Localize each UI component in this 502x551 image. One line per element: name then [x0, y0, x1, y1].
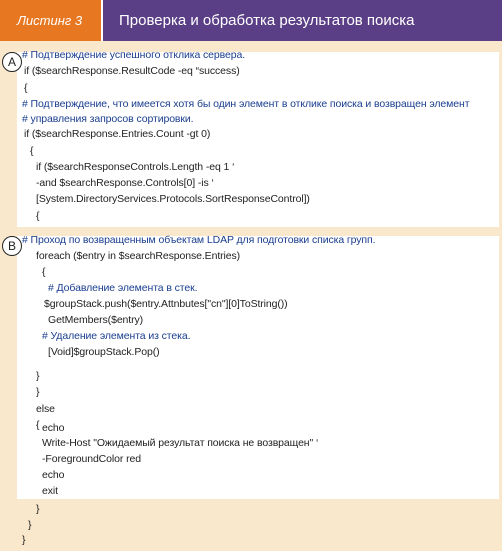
code-line: foreach ($entry in $searchResponse.Entries) [36, 250, 241, 262]
code-line: } [22, 534, 26, 546]
code-line: -and $searchResponse.Controls[0] -is ‘ [36, 177, 214, 189]
code-comment-line: # Добавление элемента в стек. [48, 282, 198, 294]
code-line: } [28, 519, 32, 531]
code-comment-line: # Проход по возвращенным объектам LDAP для подготовки списка групп. [22, 234, 376, 246]
code-line: } [36, 386, 40, 398]
code-line: if ($searchResponse.Entries.Count -gt 0) [24, 128, 211, 140]
code-line: } [36, 503, 40, 515]
code-line: { [24, 82, 28, 94]
listing-title: Проверка и обработка результатов поиска [101, 0, 502, 41]
code-line: -ForegroundColor red [42, 453, 141, 465]
code-comment-line: # управления запросов сортировки. [22, 113, 194, 125]
code-line: [System.DirectoryServices.Protocols.SortResponseControl]) [36, 193, 310, 205]
code-line: [Void]$groupStack.Pop() [48, 346, 160, 358]
code-line: $groupStack.push($entry.Attnbutes["cn"][0]ToString()) [44, 298, 288, 310]
code-comment-line: # Подтверждение, что имеется хотя бы один элемент в отклике поиска и возвращен элемент [22, 98, 470, 110]
listing-number-tag: Листинг 3 [0, 0, 101, 41]
marker-b: B [2, 236, 22, 256]
code-line: else [36, 403, 55, 415]
code-comment-line: # Удаление элемента из стека. [42, 330, 191, 342]
code-line: { [36, 419, 40, 431]
code-line: if ($searchResponse.ResultCode -eq “success) [24, 65, 240, 77]
listing-header [0, 0, 502, 41]
code-line: echo [42, 469, 65, 481]
code-line: { [36, 210, 40, 222]
marker-a: A [2, 52, 22, 72]
code-comment-line: # Подтверждение успешного отклика сервера. [22, 49, 246, 61]
code-line: { [42, 266, 46, 278]
code-line: { [30, 145, 34, 157]
code-line: GetMembers($entry) [48, 314, 144, 326]
code-line: } [36, 370, 40, 382]
code-line: if ($searchResponseControls.Length -eq 1 ‘ [36, 161, 235, 173]
code-line: Write-Host "Ожидаемый результат поиска не возвращен" ‘ [42, 437, 319, 449]
code-line: echo [42, 422, 65, 434]
code-line: exit [42, 485, 58, 497]
